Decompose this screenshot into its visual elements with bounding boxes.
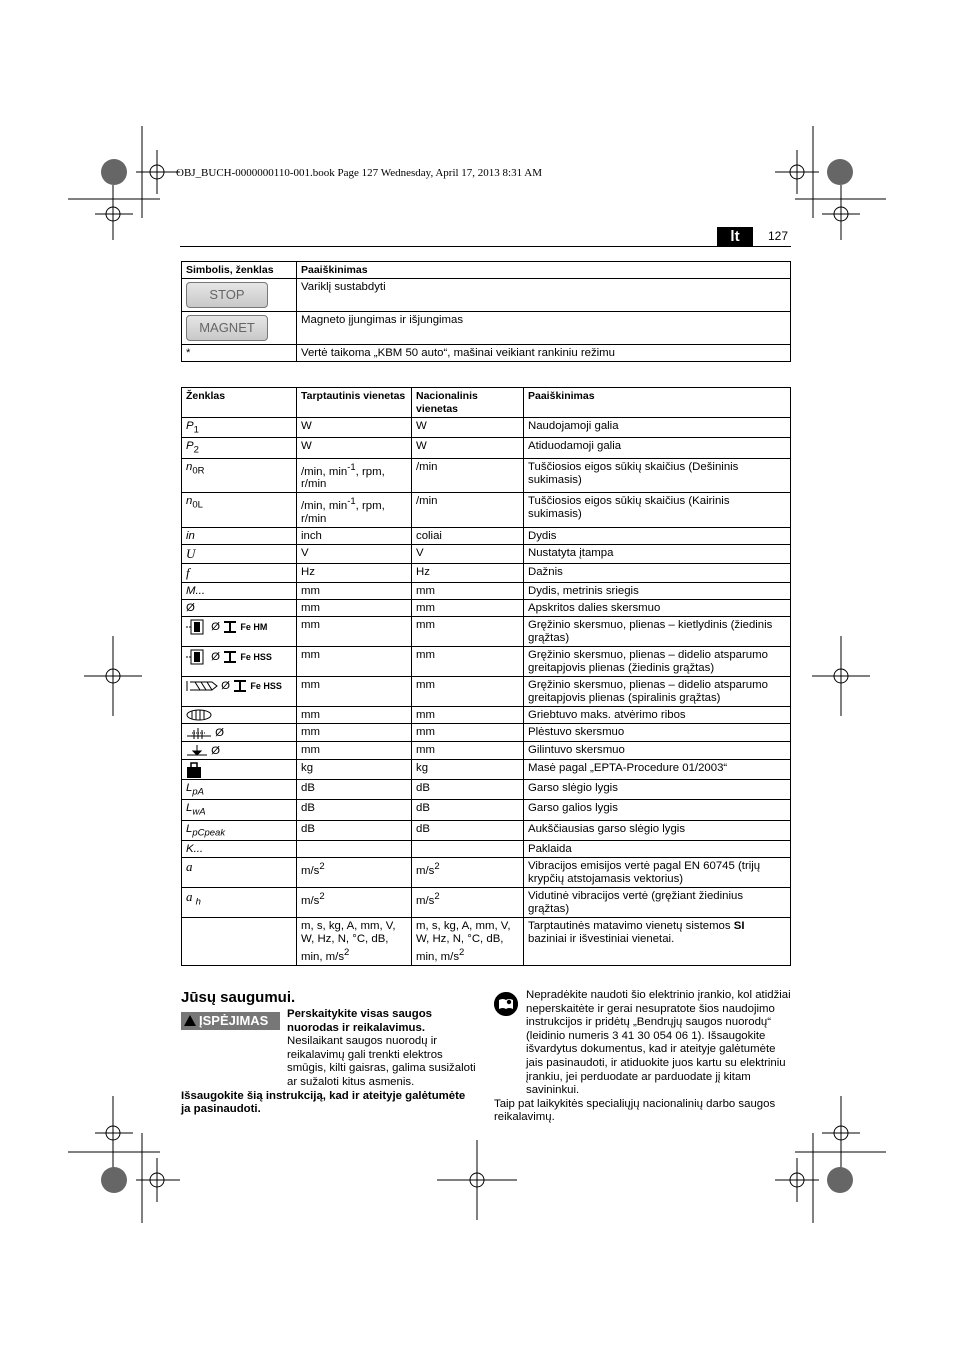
- symbol-sub: 0L: [192, 499, 203, 511]
- table-row: [182, 918, 791, 966]
- intl-unit: mm: [297, 707, 412, 724]
- row-text: Vertė taikoma „KBM 50 auto“, mašinai veikiant rankiniu režimu: [297, 345, 791, 362]
- nat-unit: dB: [412, 780, 524, 800]
- diameter-symbol: Ø: [215, 727, 225, 740]
- intl-unit: mm: [297, 742, 412, 760]
- nat-unit: mm: [412, 617, 524, 647]
- description: Paklaida: [524, 841, 791, 858]
- table-row: [182, 418, 791, 438]
- safety-right-text: [494, 989, 791, 1125]
- table-row: [182, 888, 791, 918]
- diameter-symbol: Ø: [211, 651, 221, 664]
- body-text: Taip pat laikykitės specialiųjų nacionalinių darbo saugos reikalavimų.: [494, 1097, 776, 1124]
- nat-unit: /min: [412, 458, 524, 493]
- description: Atiduodamoji galia: [524, 438, 791, 458]
- description: Garso slėgio lygis: [524, 780, 791, 800]
- intl-unit: mm: [297, 724, 412, 742]
- nat-unit: mm: [412, 677, 524, 707]
- intl-unit: [297, 841, 412, 858]
- intl-unit: Hz: [297, 564, 412, 583]
- intl-unit: mm: [297, 647, 412, 677]
- warning-label: ĮSPĖJIMAS: [199, 1013, 269, 1028]
- table-row: [182, 800, 791, 820]
- description: Apskritos dalies skersmuo: [524, 600, 791, 617]
- description: Gręžinio skersmuo, plienas – didelio atsparumo greitapjovis plienas (spiralinis grąžtas): [524, 677, 791, 707]
- nat-unit: mm: [412, 600, 524, 617]
- col-header: Paaiškinimas: [297, 262, 791, 279]
- material-label: Fe HSS: [250, 681, 282, 692]
- table-row: [182, 858, 791, 888]
- bold-text: Išsaugokite šią instrukciją, kad ir ateityje galėtumėte ja pasinaudoti.: [181, 1089, 466, 1116]
- table-row: [182, 677, 791, 707]
- symbol: L: [186, 822, 193, 835]
- table-row: [182, 493, 791, 528]
- symbol: n: [186, 495, 193, 508]
- file-info-line: OBJ_BUCH-0000000110-001.book Page 127 Wednesday, April 17, 2013 8:31 AM: [176, 167, 542, 179]
- page-number: 127: [768, 229, 789, 243]
- nat-unit: /min: [412, 493, 524, 528]
- table-row: [182, 760, 791, 780]
- nat-unit: dB: [412, 820, 524, 840]
- symbol: a: [186, 889, 193, 905]
- nat-unit: $m/s^2$: [412, 858, 524, 888]
- table-row: [182, 742, 791, 760]
- diameter-symbol: Ø: [186, 602, 195, 615]
- desc-bold: SI: [733, 920, 745, 933]
- symbol: M...: [186, 585, 205, 598]
- intl-unit: m, s, kg, A, mm, V, W, Hz, N, °C, dB, min, $m/s^2$: [297, 918, 412, 966]
- steel-beam-icon: [233, 679, 247, 693]
- symbol-sub: pCpeak: [192, 827, 226, 839]
- description: Tuščiosios eigos sūkių skaičius (Kairinis sukimasis): [524, 493, 791, 528]
- intl-unit: $m/s^2$: [297, 858, 412, 888]
- symbol: U: [186, 546, 196, 562]
- symbol: a: [186, 859, 193, 875]
- symbol-sub: h: [195, 896, 201, 908]
- units-table: [181, 387, 791, 966]
- intl-unit: dB: [297, 820, 412, 840]
- intl-unit: inch: [297, 528, 412, 545]
- table-row: [182, 820, 791, 840]
- nat-unit: Hz: [412, 564, 524, 583]
- intl-unit: /min, $\min^{-1}$, rpm, r/min: [297, 458, 412, 493]
- intl-unit: W: [297, 438, 412, 458]
- nat-unit: dB: [412, 800, 524, 820]
- row-symbol: *: [182, 345, 297, 362]
- table-row: [182, 345, 791, 362]
- symbol: n: [186, 460, 193, 473]
- desc-text: Tarptautinės matavimo vienetų sistemos: [528, 920, 731, 933]
- intl-unit: mm: [297, 583, 412, 600]
- col-header: Tarptautinis vienetas: [297, 388, 412, 418]
- stop-button: STOP: [186, 282, 268, 308]
- description: Dažnis: [524, 564, 791, 583]
- table-row: [182, 564, 791, 583]
- nat-unit: mm: [412, 724, 524, 742]
- description: Vidutinė vibracijos vertė (gręžiant žiedinius grąžtas): [524, 888, 791, 918]
- nat-unit: mm: [412, 647, 524, 677]
- description: Gręžinio skersmuo, plienas – kietlydinis (žiedinis grąžtas): [524, 617, 791, 647]
- symbol-sub: 1: [193, 424, 199, 436]
- symbol-sub: wA: [192, 806, 206, 818]
- description: Garso galios lygis: [524, 800, 791, 820]
- table-row: [182, 458, 791, 493]
- diameter-symbol: Ø: [211, 621, 221, 634]
- table-row: [182, 545, 791, 564]
- table-row: [182, 600, 791, 617]
- table-row: [182, 647, 791, 677]
- magnet-button: MAGNET: [186, 315, 268, 341]
- table-row: [182, 279, 791, 312]
- symbol-sub: 2: [193, 444, 199, 456]
- table-row: [182, 707, 791, 724]
- description: Aukščiausias garso slėgio lygis: [524, 820, 791, 840]
- description: Tuščiosios eigos sūkių skaičius (Dešininis sukimasis): [524, 458, 791, 493]
- symbol: P: [186, 440, 194, 453]
- table-row: [182, 617, 791, 647]
- steel-beam-icon: [223, 620, 237, 634]
- symbol: L: [186, 782, 193, 795]
- nat-unit: kg: [412, 760, 524, 780]
- description: Dydis: [524, 528, 791, 545]
- symbol: [182, 918, 297, 966]
- nat-unit: mm: [412, 742, 524, 760]
- chuck-icon: [186, 709, 212, 721]
- table-row: [182, 312, 791, 345]
- section-title: Jūsų saugumui.: [181, 989, 296, 1006]
- nat-unit: mm: [412, 583, 524, 600]
- twist-drill-icon: [186, 679, 218, 693]
- col-header: Ženklas: [182, 388, 297, 418]
- intl-unit: mm: [297, 600, 412, 617]
- material-label: Fe HM: [240, 622, 268, 633]
- intl-unit: kg: [297, 760, 412, 780]
- symbol-sub: 0R: [192, 464, 205, 476]
- nat-unit: coliai: [412, 528, 524, 545]
- description: Dydis, metrinis sriegis: [524, 583, 791, 600]
- intl-unit: W: [297, 418, 412, 438]
- nat-unit: [412, 841, 524, 858]
- nat-unit: m, s, kg, A, mm, V, W, Hz, N, °C, dB, min, $m/s^2$: [412, 918, 524, 966]
- symbol-sub: pA: [192, 786, 204, 798]
- description: Griebtuvo maks. atvėrimo ribos: [524, 707, 791, 724]
- bold-text: Perskaitykite visas saugos nuorodas ir reikalavimus.: [287, 1008, 433, 1034]
- table-row: [182, 841, 791, 858]
- table-row: [182, 528, 791, 545]
- description: [524, 918, 791, 966]
- intl-unit: dB: [297, 800, 412, 820]
- symbol: L: [186, 802, 193, 815]
- intl-unit: mm: [297, 677, 412, 707]
- intl-unit: mm: [297, 617, 412, 647]
- core-drill-icon: [186, 619, 208, 635]
- table-row: [182, 780, 791, 800]
- description: Plėstuvo skersmuo: [524, 724, 791, 742]
- intl-unit: V: [297, 545, 412, 564]
- core-drill-icon: [186, 649, 208, 665]
- row-text: Magneto įjungimas ir išjungimas: [297, 312, 791, 345]
- description: Gręžinio skersmuo, plienas – didelio atsparumo greitapjovis plienas (žiedinis grąžtas): [524, 647, 791, 677]
- symbol: f: [186, 565, 190, 581]
- col-header: Paaiškinimas: [524, 388, 791, 418]
- countersink-icon: [186, 744, 208, 758]
- header-rule: [180, 246, 791, 247]
- language-badge: lt: [717, 227, 753, 247]
- steel-beam-icon: [223, 650, 237, 664]
- col-header: Simbolis, ženklas: [182, 262, 297, 279]
- col-header: Nacionalinis vienetas: [412, 388, 524, 418]
- table-row: [182, 583, 791, 600]
- body-text: Nesilaikant saugos nuorodų ir reikalavimų gali trenkti elektros smūgis, kilti gaisras, galima susižaloti ar sužaloti kitus asmenis.: [287, 1035, 476, 1088]
- description: Masė pagal „EPTA-Procedure 01/2003“: [524, 760, 791, 780]
- desc-text: baziniai ir išvestiniai vienetai.: [528, 933, 675, 946]
- symbol: K...: [186, 843, 204, 856]
- row-text: Variklį sustabdyti: [297, 279, 791, 312]
- diameter-symbol: Ø: [211, 745, 221, 758]
- nat-unit: W: [412, 438, 524, 458]
- body-text: Nepradėkite naudoti šio elektrinio įrankio, kol atidžiai neperskaitėte ir gerai nesupratote šios naudojimo instrukcijos ir pridėtų „Bendrųjų saugos nuorodų“ (leidinio numeris 3 41 30 054 06 1). Išsaugokite išvardytus dokumentus, kad ir ateityje galėtumėte jais pasinaudoti, ir atiduokite juos kartu su elektriniu įrankiu, jei perduodate ar parduodate jį kitam savininkui.: [526, 989, 791, 1097]
- intl-unit: /min, $\min^{-1}$, rpm, r/min: [297, 493, 412, 528]
- nat-unit: V: [412, 545, 524, 564]
- nat-unit: $m/s^2$: [412, 888, 524, 918]
- description: Gilintuvo skersmuo: [524, 742, 791, 760]
- material-label: Fe HSS: [240, 652, 272, 663]
- description: Naudojamoji galia: [524, 418, 791, 438]
- weight-icon: [186, 762, 202, 778]
- safety-left-text: [181, 1008, 476, 1117]
- reamer-icon: [186, 726, 212, 740]
- diameter-symbol: Ø: [221, 680, 231, 693]
- nat-unit: W: [412, 418, 524, 438]
- symbol: in: [186, 530, 195, 543]
- table-row: [182, 438, 791, 458]
- nat-unit: mm: [412, 707, 524, 724]
- symbols-table: [181, 261, 791, 362]
- intl-unit: dB: [297, 780, 412, 800]
- description: Vibracijos emisijos vertė pagal EN 60745 (trijų krypčių atstojamasis vektorius): [524, 858, 791, 888]
- symbol: P: [186, 420, 194, 432]
- table-row: [182, 724, 791, 742]
- intl-unit: $m/s^2$: [297, 888, 412, 918]
- description: Nustatyta įtampa: [524, 545, 791, 564]
- left-para: [181, 1008, 476, 1090]
